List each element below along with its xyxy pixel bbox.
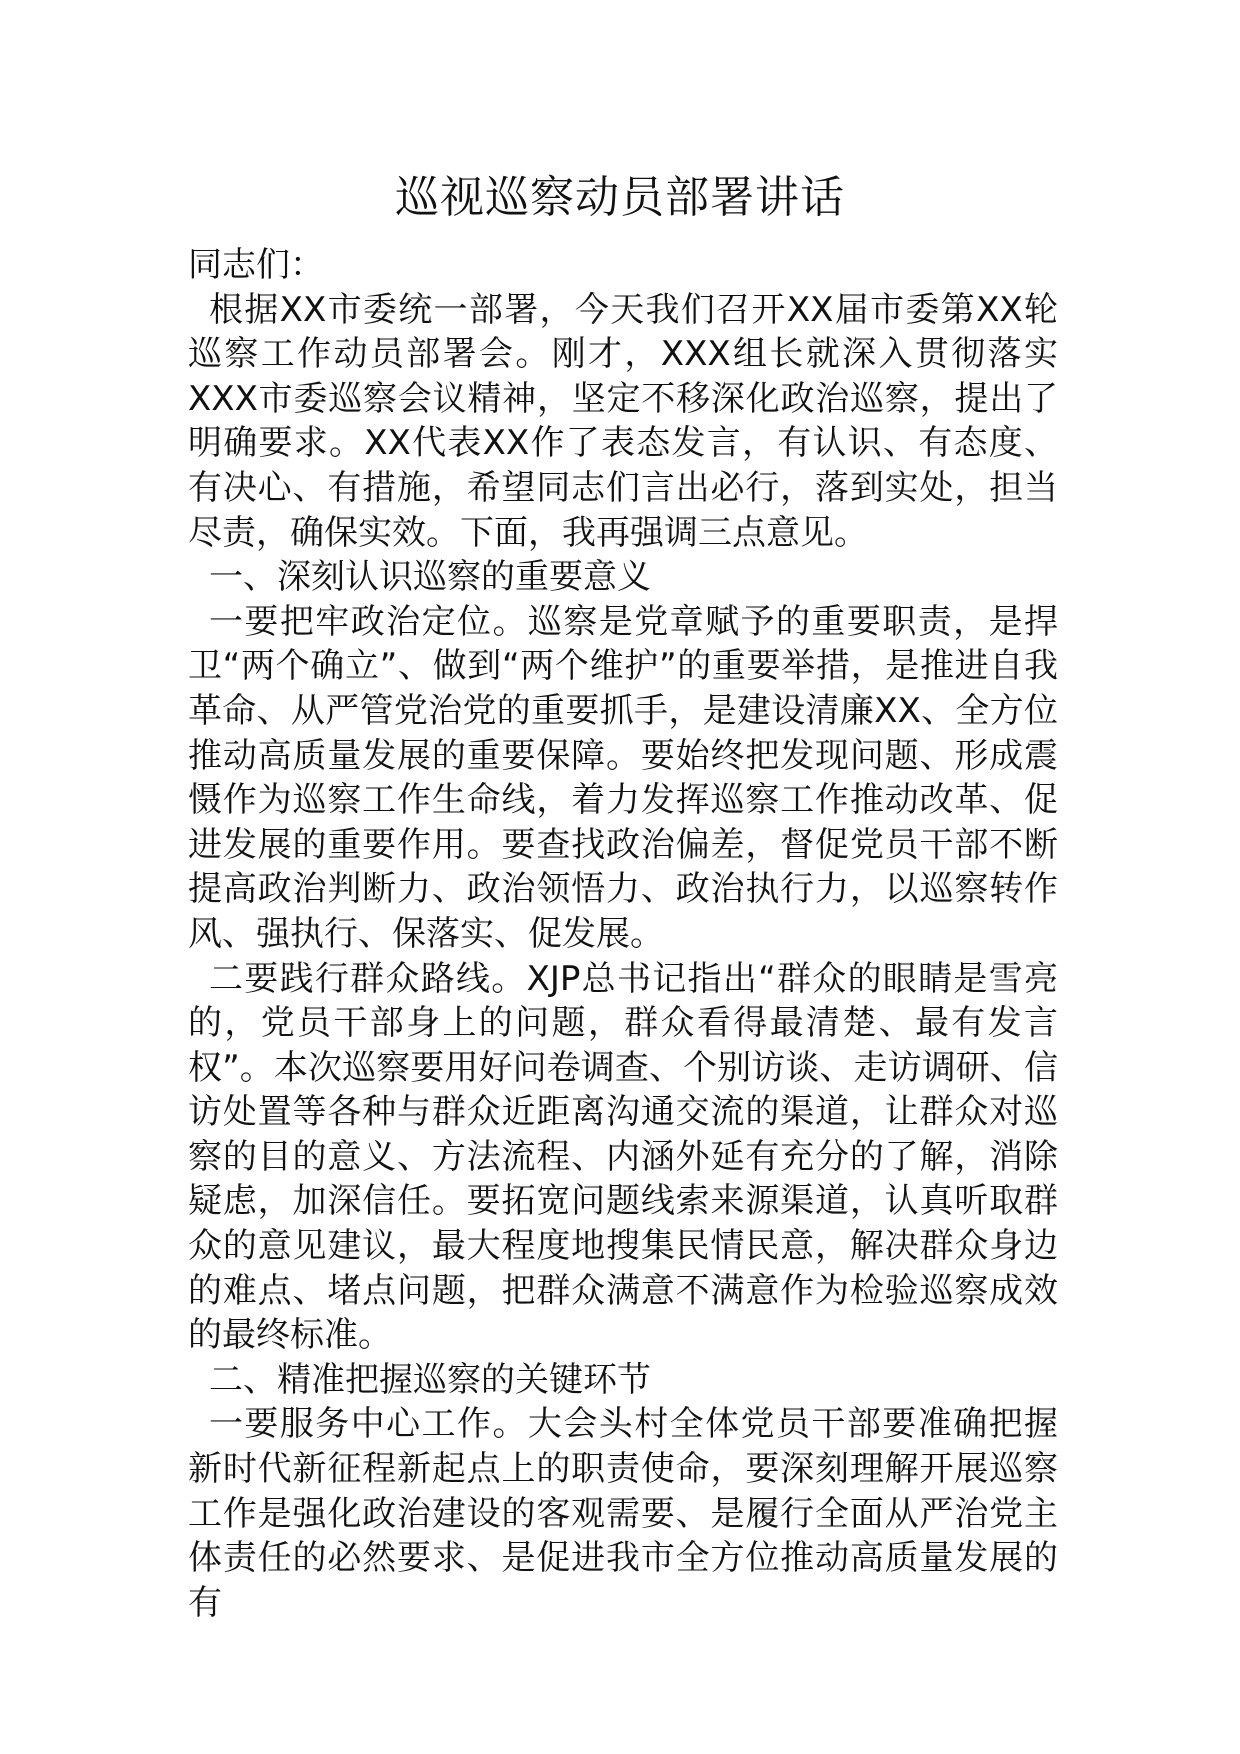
section-heading-1: 一、深刻认识巡察的重要意义 xyxy=(209,557,651,598)
document-title: 巡视巡察动员部署讲话 xyxy=(395,172,845,223)
paragraph-intro: 根据XX市委统一部署，今天我们召开XX届市委第XX轮巡察工作动员部署会。刚才，XXX组长就深入贯彻落实XXX市委巡察会议精神，坚定不移深化政治巡察，提出了明确要求。XX代表XX作了表态发言，有认识、有态度、有决心、有措施，希望同志们言出必行，落到实处，担当尽责，确保实效。下面，我再强调三点意见。 xyxy=(188,289,1058,553)
paragraph-political-positioning: 一要把牢政治定位。巡察是党章赋予的重要职责，是捍卫“两个确立”、做到“两个维护”的重要举措，是推进自我革命、从严管党治党的重要抓手，是建设清廉XX、全方位推动高质量发展的重要保障。要始终把发现问题、形成震慑作为巡察工作生命线，着力发挥巡察工作推动改革、促进发展的重要作用。要查找政治偏差，督促党员干部不断提高政治判断力、政治领悟力、政治执行力，以巡察转作风、强执行、保落实、促发展。 xyxy=(188,601,1058,954)
paragraph-mass-line: 二要践行群众路线。XJP总书记指出“群众的眼睛是雪亮的，党员干部身上的问题，群众看得最清楚、最有发言权”。本次巡察要用好问卷调查、个别访谈、走访调研、信访处置等各种与群众近距离沟通交流的渠道，让群众对巡察的目的意义、方法流程、内涵外延有充分的了解，消除疑虑，加深信任。要拓宽问题线索来源渠道，认真听取群众的意见建议，最大程度地搜集民情民意，解决群众身边的难点、堵点问题，把群众满意不满意作为检验巡察成效的最终标准。 xyxy=(188,958,1058,1356)
document-body xyxy=(188,243,1058,1625)
greeting: 同志们： xyxy=(188,245,324,285)
section-heading-2: 二、精准把握巡察的关键环节 xyxy=(209,1359,651,1400)
paragraph-serve-center: 一要服务中心工作。大会头村全体党员干部要准确把握新时代新征程新起点上的职责使命，要深刻理解开展巡察工作是强化政治建设的客观需要、是履行全面从严治党主体责任的必然要求、是促进我市全方位推动高质量发展的有 xyxy=(188,1404,1058,1623)
